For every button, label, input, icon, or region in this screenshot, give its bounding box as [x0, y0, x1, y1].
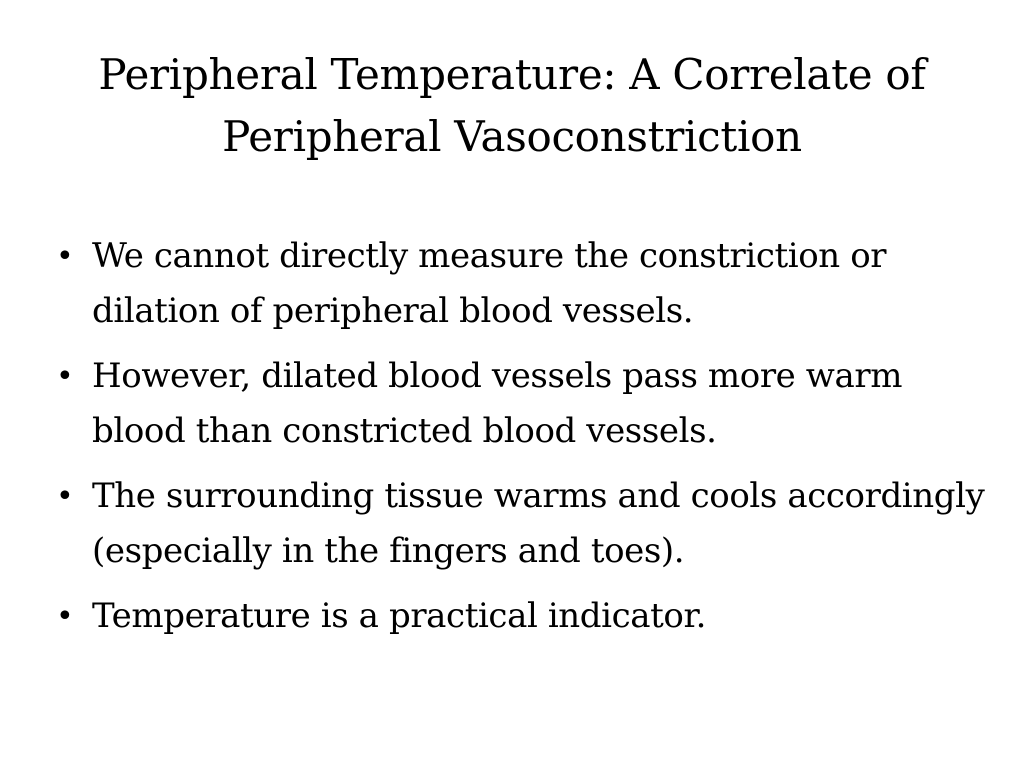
bullet-text: We cannot directly measure the constriction or dilation of peripheral blood vessels. — [92, 236, 887, 331]
bullet-list — [56, 229, 996, 644]
bullet-item — [56, 469, 996, 579]
bullet-item — [56, 229, 996, 339]
bullet-item — [56, 349, 996, 459]
bullet-marker: • — [56, 599, 74, 634]
slide-title: Peripheral Temperature: A Correlate of Peripheral Vasoconstriction — [98, 50, 926, 161]
bullet-marker: • — [56, 359, 74, 394]
bullet-text: However, dilated blood vessels pass more warm blood than constricted blood vessels. — [92, 356, 903, 451]
bullet-item — [56, 589, 996, 644]
bullet-marker: • — [56, 239, 74, 274]
bullet-text: The surrounding tissue warms and cools accordingly (especially in the fingers and toes). — [92, 476, 985, 571]
bullet-marker: • — [56, 479, 74, 514]
bullet-text: Temperature is a practical indicator. — [92, 596, 707, 636]
